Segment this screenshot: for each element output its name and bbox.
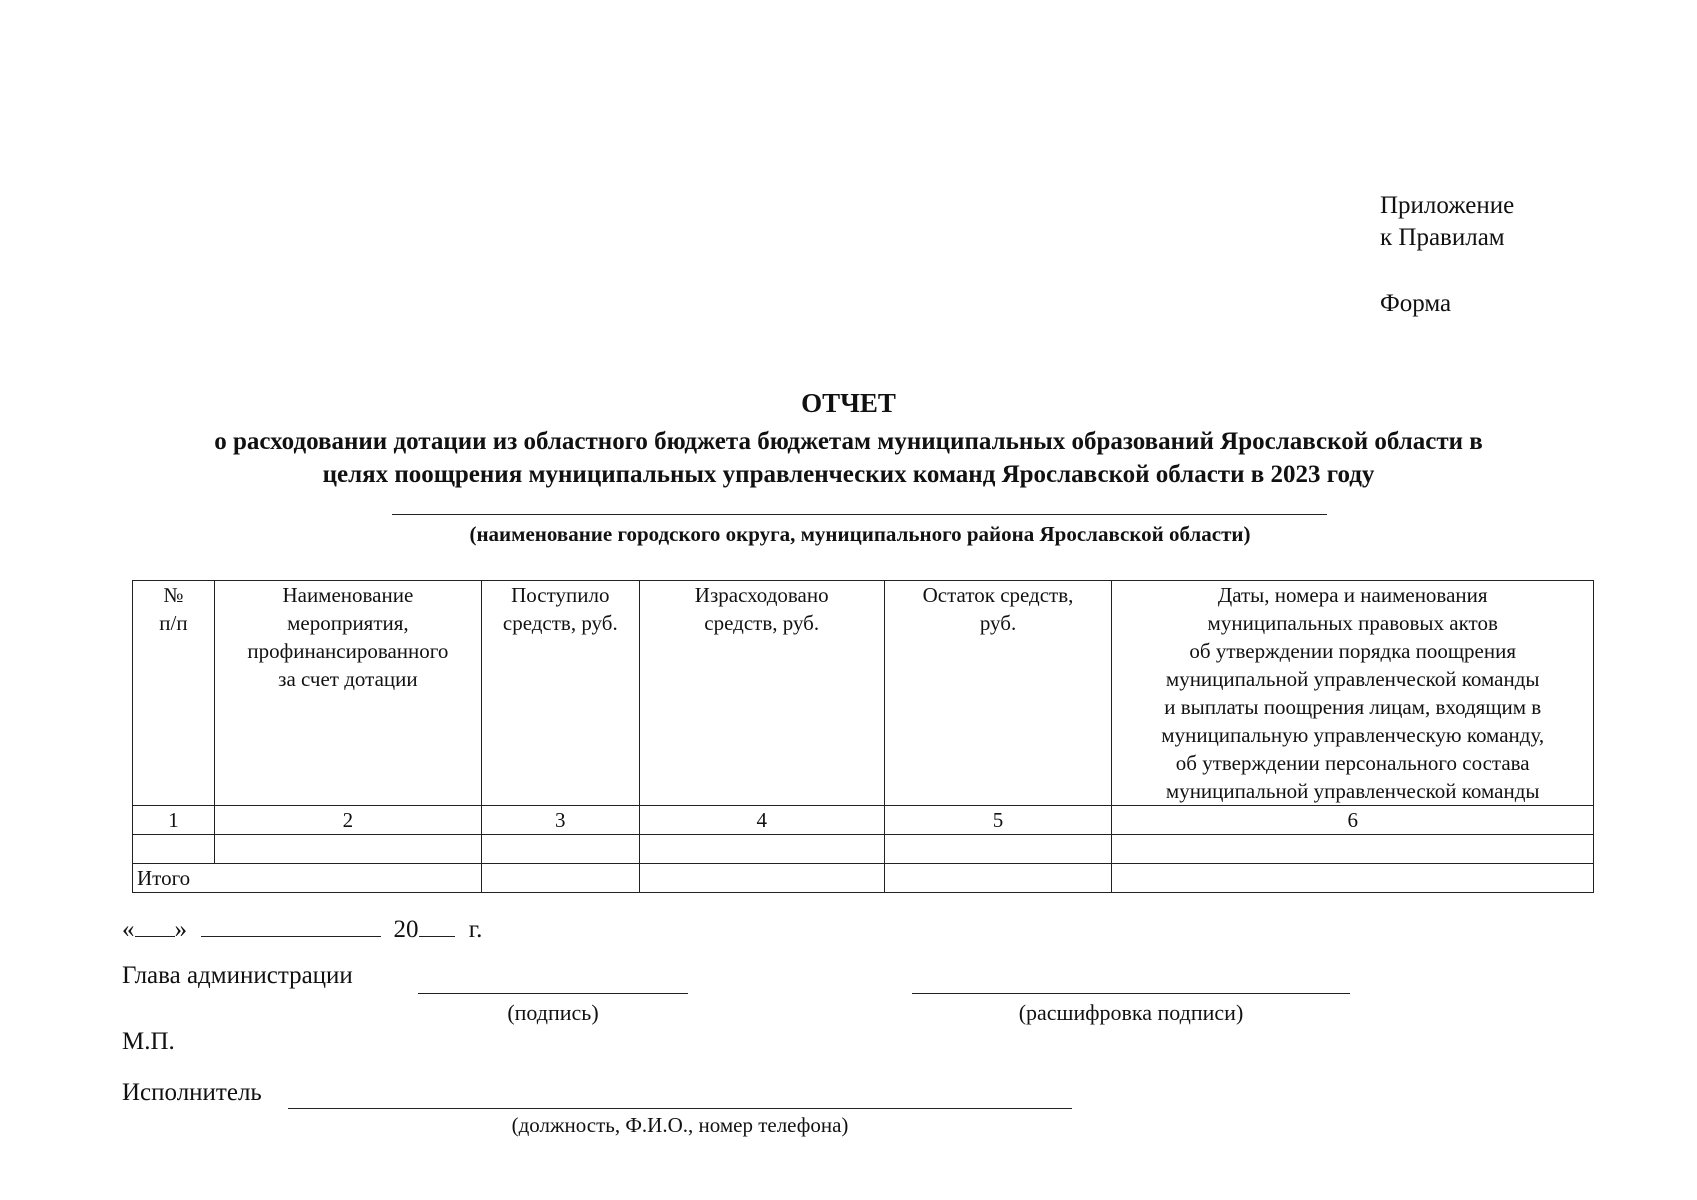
total-acts-cell[interactable] (1112, 864, 1594, 893)
signature-decode-caption: (расшифровка подписи) (1018, 1000, 1244, 1025)
column-number: 4 (639, 806, 884, 835)
table-row (133, 835, 1594, 864)
table-cell[interactable] (1112, 835, 1594, 864)
date-suffix: г. (468, 916, 483, 943)
date-month-field[interactable] (201, 912, 381, 937)
signature-line[interactable] (418, 993, 688, 994)
report-subtitle (0, 425, 1697, 491)
date-year-field[interactable] (419, 912, 455, 937)
total-spent-cell[interactable] (639, 864, 884, 893)
municipality-name-caption: (наименование городского округа, муниципального района Ярославской области) (469, 522, 1251, 546)
column-number: 3 (481, 806, 639, 835)
header-spent: Израсходовано средств, руб. (639, 581, 884, 806)
appendix-label: Приложение (1380, 192, 1515, 219)
table-cell[interactable] (481, 835, 639, 864)
table-cell[interactable] (884, 835, 1112, 864)
column-number: 5 (884, 806, 1112, 835)
date-open-quote: « (122, 916, 135, 943)
signature-decode-line[interactable] (912, 993, 1350, 994)
municipality-name-line[interactable] (392, 514, 1327, 515)
total-received-cell[interactable] (481, 864, 639, 893)
appendix-rules-ref: к Правилам (1380, 224, 1505, 251)
head-of-administration-label: Глава администрации (122, 962, 353, 989)
date-year-prefix: 20 (393, 916, 419, 943)
total-row (133, 864, 1594, 893)
date-close-quote: » (174, 916, 187, 943)
total-label: Итого (133, 864, 482, 893)
table-cell[interactable] (639, 835, 884, 864)
column-number: 2 (214, 806, 481, 835)
stamp-place-label: М.П. (122, 1028, 175, 1055)
header-event-name: Наименование мероприятия, профинансированного за счет дотации (214, 581, 481, 806)
appendix-block (1380, 190, 1514, 320)
table-cell[interactable] (214, 835, 481, 864)
header-received: Поступило средств, руб. (481, 581, 639, 806)
column-number: 6 (1112, 806, 1594, 835)
executor-label: Исполнитель (122, 1079, 262, 1106)
header-number: № п/п (133, 581, 215, 806)
executor-line[interactable] (288, 1108, 1072, 1109)
header-legal-acts: Даты, номера и наименования муниципальных правовых актов об утверждении порядка поощрения муниципальной управленческой команды и выплаты поощрения лицам, входящим в муниципальную управленческую команду, об утверждении персонального состава муниципальной управленческой команды (1112, 581, 1594, 806)
report-subtitle-line-2: целях поощрения муниципальных управленческих команд Ярославской области в 2023 году (322, 461, 1375, 488)
total-remainder-cell[interactable] (884, 864, 1112, 893)
header-remainder: Остаток средств, руб. (884, 581, 1112, 806)
form-label: Форма (1380, 290, 1452, 317)
column-numbers-row (133, 806, 1594, 835)
executor-caption: (должность, Ф.И.О., номер телефона) (511, 1113, 849, 1137)
table-cell[interactable] (133, 835, 215, 864)
date-day-field[interactable] (135, 912, 175, 937)
report-title: ОТЧЕТ (801, 388, 896, 418)
signature-caption: (подпись) (507, 1000, 599, 1025)
date-line (122, 912, 482, 944)
column-number: 1 (133, 806, 215, 835)
table-header-row (133, 581, 1594, 806)
report-subtitle-line-1: о расходовании дотации из областного бюджета бюджетам муниципальных образований Ярославской области в (214, 428, 1483, 455)
report-table (132, 580, 1594, 893)
